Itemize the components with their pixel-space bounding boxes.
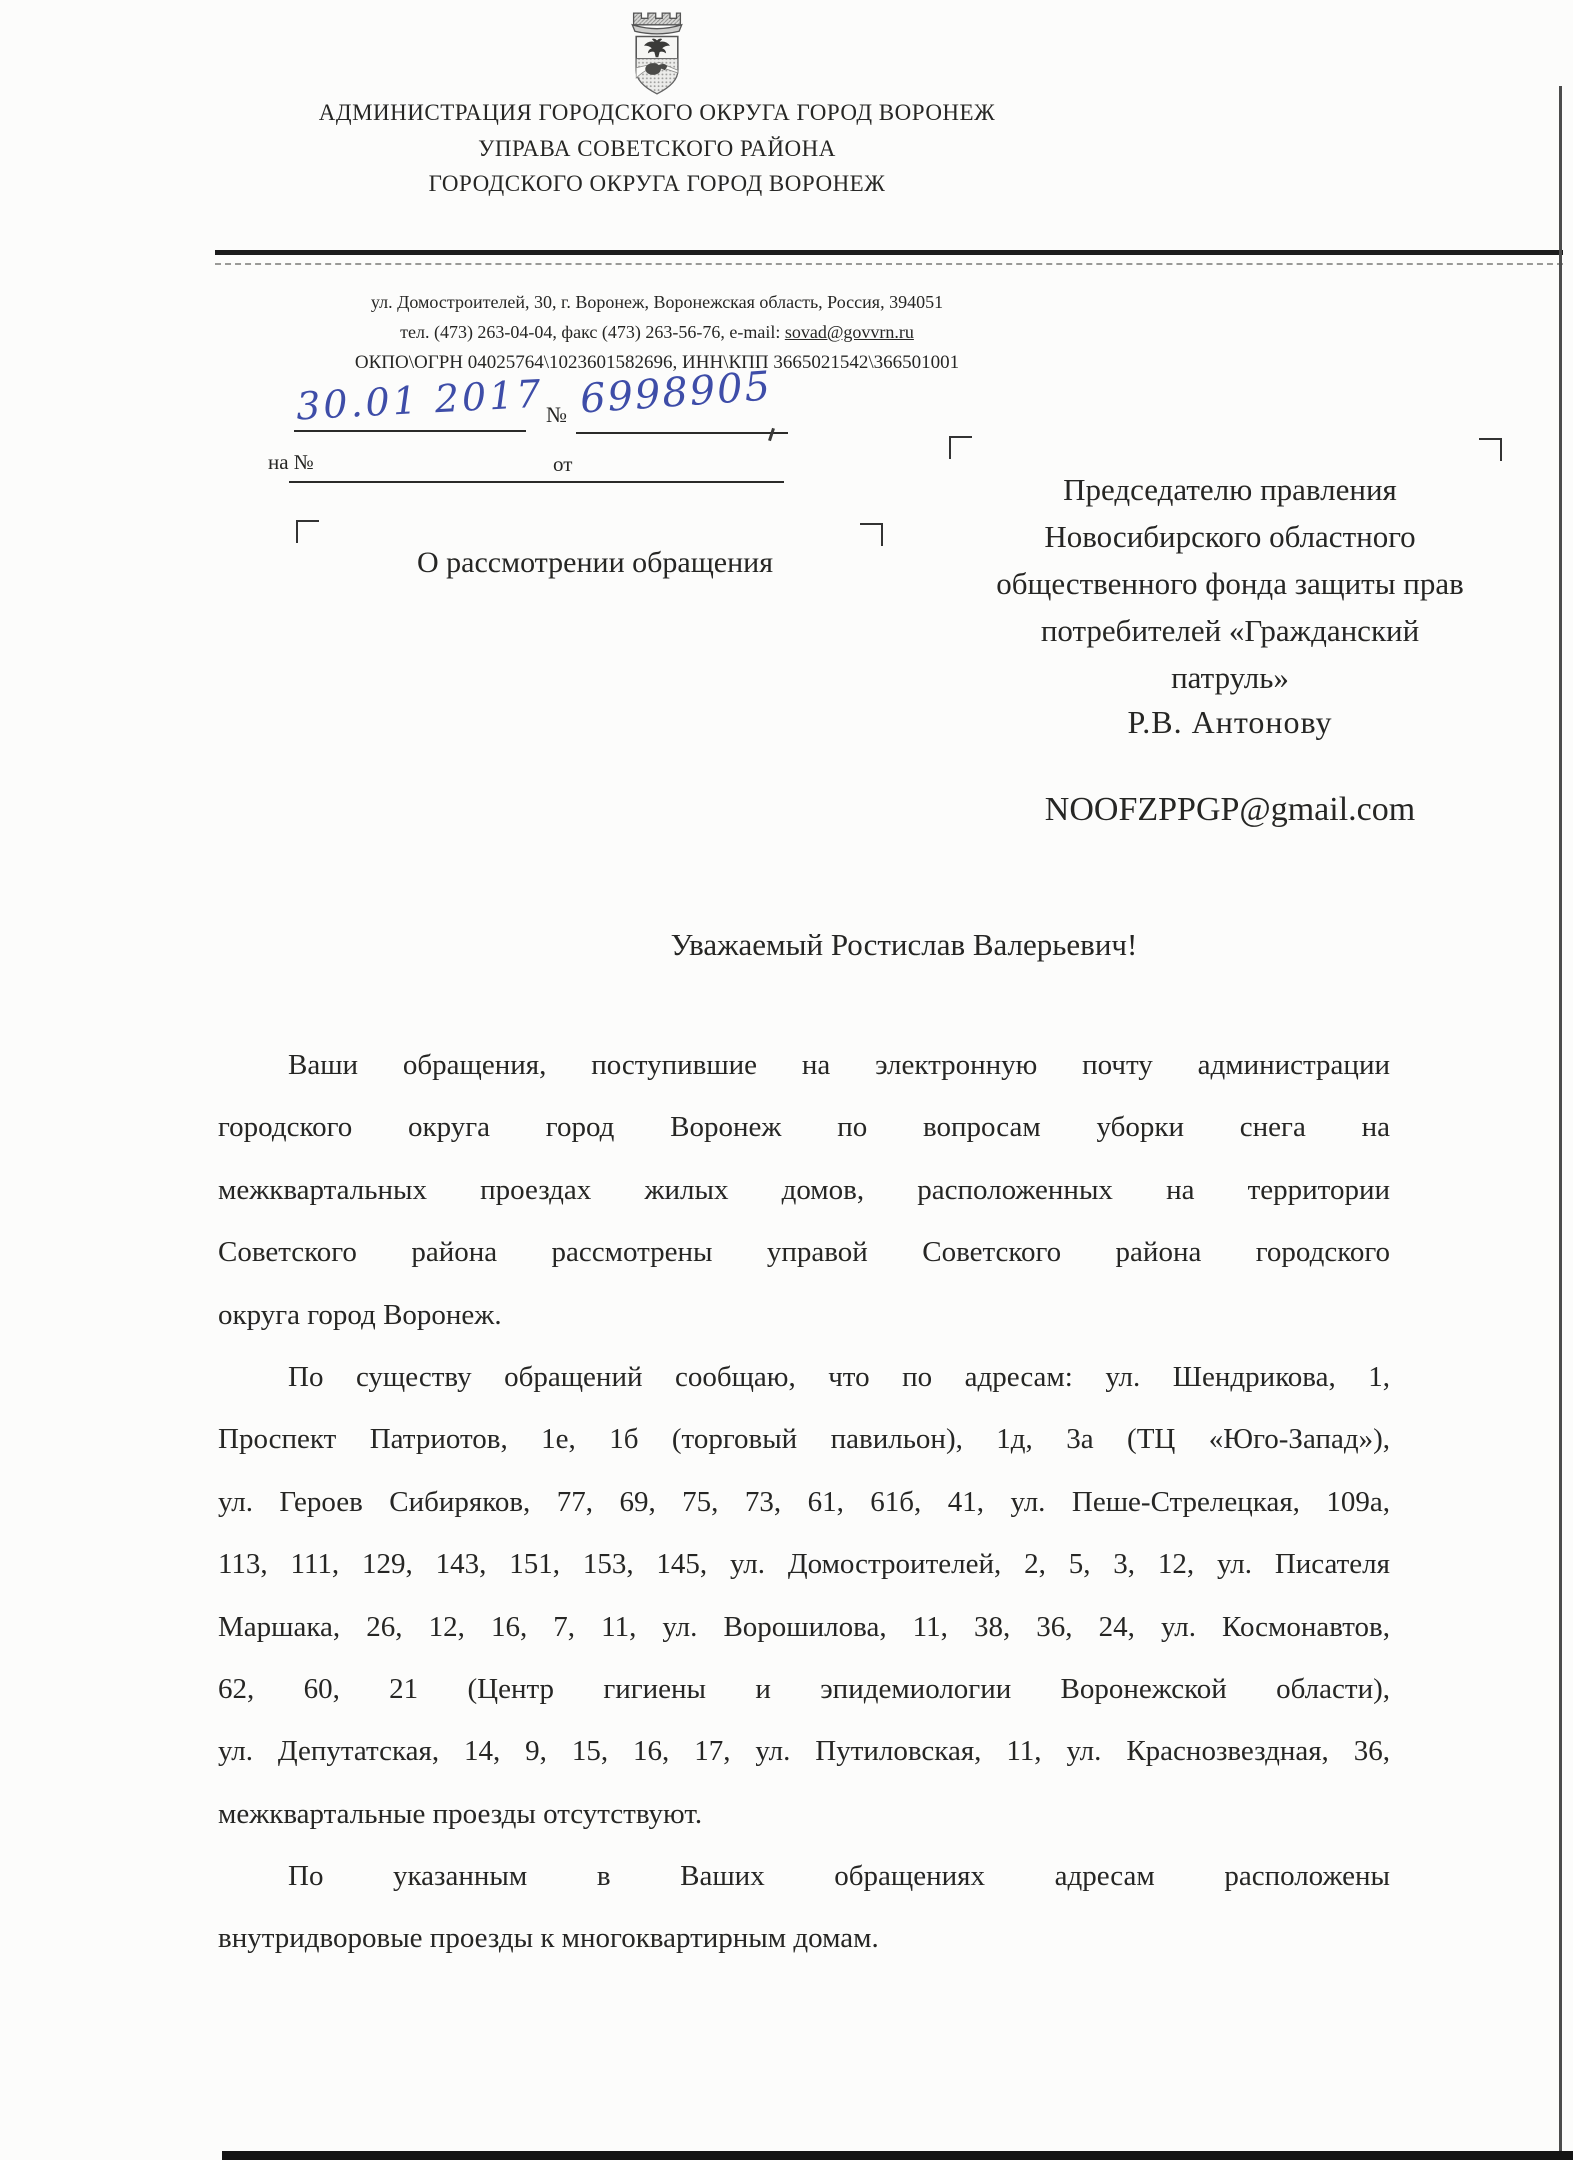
body-line: ул. Героев Сибиряков, 77, 69, 75, 73, 61, 61б, 41, ул. Пеше-Стрелецкая, 109а,	[218, 1485, 1390, 1518]
body-line: 62, 60, 21 (Центр гигиены и эпидемиологии Воронежской области),	[218, 1672, 1390, 1705]
body-line: Ваши обращения, поступившие на электронную почту администрации	[288, 1049, 1390, 1081]
recipient-line: патруль»	[1171, 660, 1289, 695]
body-line: По указанным в Ваших обращениях адресам расположены	[288, 1860, 1390, 1893]
recipient-line: Председателю правления	[1063, 472, 1397, 507]
org-name-line-2: УПРАВА СОВЕТСКОГО РАЙОНА	[478, 136, 836, 161]
subject-corner-mark-right	[860, 523, 883, 546]
body-line: межквартальные проезды отсутствуют.	[218, 1797, 703, 1830]
org-address: ул. Домостроителей, 30, г. Воронеж, Воронежская область, Россия, 394051	[370, 292, 944, 312]
ref-number-underline	[576, 432, 788, 434]
ref-date-underline	[294, 430, 526, 432]
subject-line: О рассмотрении обращения	[416, 546, 774, 579]
recipient-line: потребителей «Гражданский	[1040, 613, 1420, 648]
letterhead-divider-thick	[215, 250, 1563, 255]
org-name-line-1: АДМИНИСТРАЦИЯ ГОРОДСКОГО ОКРУГА ГОРОД ВОРОНЕЖ	[318, 100, 996, 125]
body-line: Маршака, 26, 12, 16, 7, 11, ул. Ворошилова, 11, 38, 36, 24, ул. Космонавтов,	[218, 1610, 1390, 1643]
body-line: По существу обращений сообщаю, что по адресам: ул. Шендрикова, 1,	[288, 1360, 1390, 1393]
recipient-corner-mark-right	[1479, 438, 1502, 461]
voronezh-coat-of-arms-icon	[618, 10, 696, 107]
recipient-address-lines	[950, 466, 1510, 701]
body-paragraphs	[218, 1034, 1390, 1970]
body-line: Проспект Патриотов, 1е, 1б (торговый павильон), 1д, 3а (ТЦ «Юго-Запад»),	[218, 1423, 1390, 1456]
phone-fax-text: тел. (473) 263-04-04, факс (473) 263-56-76, e-mail:	[400, 322, 785, 342]
salutation: Уважаемый Ростислав Валерьевич!	[670, 927, 1138, 962]
body-line: межквартальных проездах жилых домов, расположенных на территории	[218, 1173, 1390, 1206]
org-name-line-3: ГОРОДСКОГО ОКРУГА ГОРОД ВОРОНЕЖ	[428, 171, 886, 196]
scan-edge-right	[1559, 86, 1562, 2160]
ref-date-handwritten: 30.01 2017	[295, 371, 545, 429]
ref-replyto-label: на №	[268, 450, 314, 474]
stray-pen-mark	[768, 428, 775, 441]
letterhead-divider-thin	[215, 263, 1563, 265]
ref-number-sign: №	[546, 402, 567, 427]
org-phone-fax	[0, 322, 1314, 343]
body-line: округа город Воронеж.	[218, 1298, 502, 1331]
scan-edge-bottom	[222, 2151, 1573, 2160]
body-line: Советского района рассмотрены управой Советского района городского	[218, 1236, 1390, 1269]
recipient-name: Р.В. Антонову	[1127, 704, 1333, 740]
body-line: ул. Депутатская, 14, 9, 15, 16, 17, ул. Путиловская, 11, ул. Краснозвездная, 36,	[218, 1735, 1390, 1768]
recipient-line: общественного фонда защиты прав	[996, 566, 1464, 601]
recipient-email: NOOFZPPGP@gmail.com	[1044, 791, 1416, 828]
org-codes: ОКПО\ОГРН 04025764\1023601582696, ИНН\КПП 3665021542\366501001	[354, 352, 960, 373]
subject-corner-mark-left	[296, 520, 319, 543]
ref-number-handwritten: 6998905	[578, 363, 774, 423]
recipient-line: Новосибирского областного	[1044, 519, 1416, 554]
recipient-corner-mark-left	[949, 436, 972, 459]
org-email: sovad@govvrn.ru	[784, 322, 914, 342]
ref-from-label: от	[553, 452, 573, 476]
ref-replyto-underline	[289, 481, 784, 483]
body-line: городского округа город Воронеж по вопросам уборки снега на	[218, 1111, 1390, 1144]
body-line: внутридворовые проезды к многоквартирным домам.	[218, 1922, 879, 1955]
body-line: 113, 111, 129, 143, 151, 153, 145, ул. Домостроителей, 2, 5, 3, 12, ул. Писателя	[218, 1548, 1390, 1581]
